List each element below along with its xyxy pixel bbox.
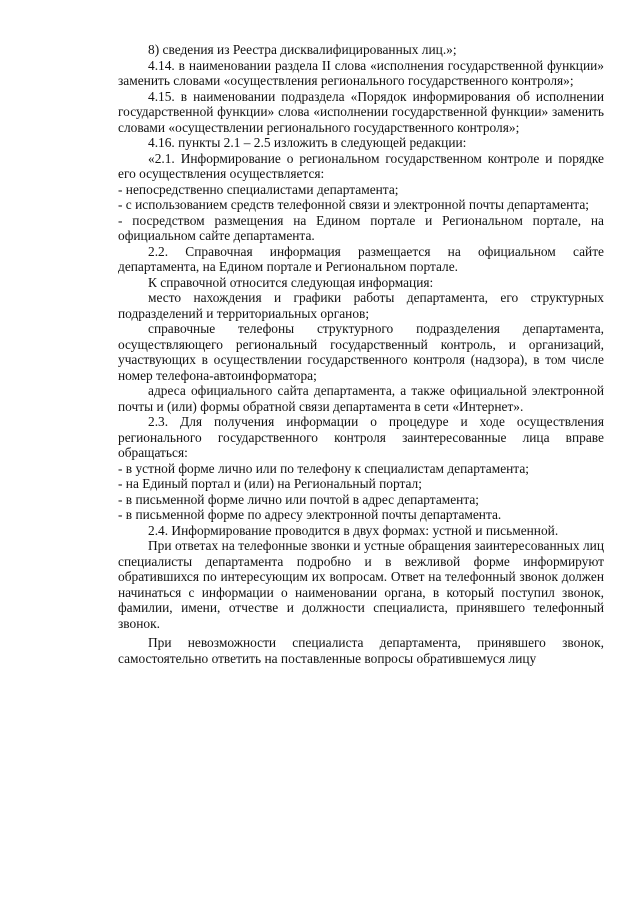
paragraph-5: «2.1. Информирование о региональном государственном контроле и порядке его осуществления осуществляется: (118, 150, 604, 181)
paragraph-addresses: адреса официального сайта департамента, а также официальной электронной почты и (или) формы обратной связи департамента в сети «Интернет». (118, 383, 604, 414)
list-item: - в устной форме лично или по телефону к специалистам департамента; (118, 460, 529, 476)
paragraph-phones: справочные телефоны структурного подразделения департамента, осуществляющего региональный государственный контроль, и организаций, участвующих в осуществлении государственного контроля (надзора), в том числе номер телефона-автоинформатора; (118, 321, 604, 383)
paragraph-1: 8) сведения из Реестра дисквалифицированных лиц.»; (148, 42, 457, 57)
list-item: - посредством размещения на Едином портале и Региональном портале, на официальном сайте департамента. (118, 212, 604, 243)
paragraph-4: 4.16. пункты 2.1 – 2.5 изложить в следующей редакции: (148, 135, 467, 150)
paragraph-section-2-2: 2.2. Справочная информация размещается на официальном сайте департамента, на Едином портале и Региональном портале. (118, 243, 604, 274)
paragraph-location: место нахождения и графики работы департамента, его структурных подразделений и территориальных органов; (118, 290, 604, 321)
paragraph-section-2-4: 2.4. Информирование проводится в двух формах: устной и письменной. (148, 522, 559, 538)
paragraph-3: 4.15. в наименовании подраздела «Порядок информирования об исполнении государственной функции» слова «исполнении государственной функции» заменить словами «осуществлении регионального государственного контроля»; (118, 88, 604, 135)
list-item: - непосредственно специалистами департамента; (118, 181, 399, 197)
list-item: - в письменной форме по адресу электронной почты департамента. (118, 507, 502, 522)
document-body (118, 42, 604, 666)
paragraph-inability: При невозможности специалиста департамента, принявшего звонок, самостоятельно ответить на поставленные вопросы обратившемуся лицу (118, 635, 604, 666)
paragraph-2: 4.14. в наименовании раздела II слова «исполнения государственной функции» заменить словами «осуществления регионального государственного контроля»; (118, 57, 604, 88)
list-item: - на Единый портал и (или) на Региональный портал; (118, 476, 422, 491)
paragraph-reference-intro: К справочной относится следующая информация: (148, 274, 434, 290)
paragraph-phone-answers: При ответах на телефонные звонки и устные обращения заинтересованных лиц специалисты департамента подробно и в вежливой форме информируют обратившихся по интересующим их вопросам. Ответ на телефонный звонок должен начинаться с информации о наименовании органа, в который поступил звонок, фамилии, имени, отчестве и должности специалиста, принявшего телефонный звонок. (118, 538, 604, 631)
list-item: - с использованием средств телефонной связи и электронной почты департамента; (118, 197, 589, 212)
list-item: - в письменной форме лично или почтой в адрес департамента; (118, 491, 480, 507)
paragraph-section-2-3: 2.3. Для получения информации о процедуре и ходе осуществления регионального государственного контроля заинтересованные лица вправе обращаться: (118, 414, 604, 460)
